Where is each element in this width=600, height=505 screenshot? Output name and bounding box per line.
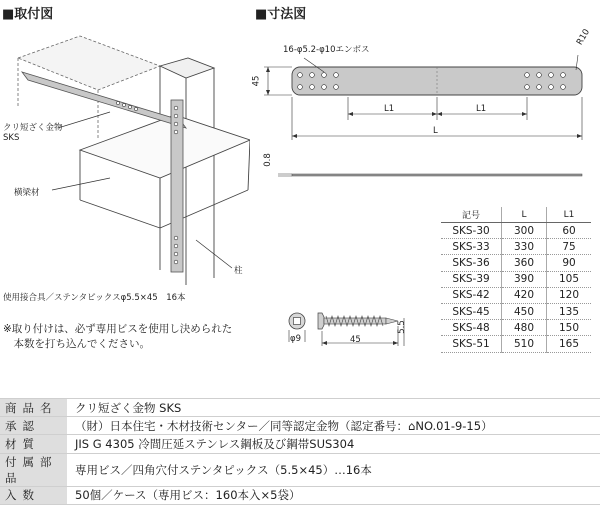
- table-cell: 60: [547, 223, 592, 239]
- table-row: [441, 255, 591, 271]
- spec-row: [0, 486, 600, 504]
- thickness-label: 0.8: [262, 153, 273, 167]
- spec-table: [0, 398, 600, 505]
- table-row: [441, 336, 591, 352]
- table-header-row: [441, 207, 591, 223]
- spec-label: 承認: [0, 417, 67, 435]
- installation-note: [3, 322, 232, 352]
- l1-right-label: L1: [476, 104, 487, 114]
- radius-label: R10: [575, 27, 593, 47]
- fastener-caption: 使用接合具／ステンタピックスφ5.5×45 16本: [3, 293, 186, 303]
- spec-value: （財）日本住宅・木材技術センター／同等認定金物（認定番号：⌂NO.01-9-15）: [67, 417, 600, 435]
- installation-drawing: [0, 18, 250, 300]
- dimension-diagram-title: ■寸法図: [255, 7, 307, 22]
- length-label: L: [433, 126, 438, 136]
- plate-section: [292, 174, 582, 176]
- table-row: [441, 303, 591, 319]
- table-row: [441, 320, 591, 336]
- install-diagram-title: ■取付図: [2, 7, 54, 22]
- spec-value: JIS G 4305 冷間圧延ステンレス鋼板及び鋼帯SUS304: [67, 435, 600, 453]
- table-cell: SKS-30: [441, 223, 502, 239]
- table-cell: 300: [502, 223, 547, 239]
- spec-label: 材質: [0, 435, 67, 453]
- table-row: [441, 271, 591, 287]
- table-cell: 390: [502, 271, 547, 287]
- note-line: ※取り付けは、必ず専用ビスを使用し決められた: [3, 323, 233, 335]
- table-cell: 105: [547, 271, 592, 287]
- spec-value: クリ短ざく金物 SKS: [67, 399, 600, 417]
- table-cell: 165: [547, 336, 592, 352]
- width-label: 45: [251, 75, 262, 87]
- holes-label: 16-φ5.2-φ10エンボス: [283, 45, 370, 55]
- table-row: [441, 239, 591, 255]
- table-cell: 90: [547, 255, 592, 271]
- table-cell: SKS-33: [441, 239, 502, 255]
- table-cell: SKS-48: [441, 320, 502, 336]
- column-header: L1: [547, 207, 592, 223]
- spec-row: [0, 435, 600, 453]
- table-cell: 150: [547, 320, 592, 336]
- table-cell: 480: [502, 320, 547, 336]
- table-cell: 120: [547, 287, 592, 303]
- note-line: 本数を打ち込んでください。: [3, 338, 150, 350]
- table-cell: 450: [502, 303, 547, 319]
- screw-length-label: 45: [350, 335, 361, 345]
- spec-row: [0, 453, 600, 486]
- product-label: クリ短ざく金物: [3, 123, 63, 133]
- table-cell: SKS-45: [441, 303, 502, 319]
- product-code-label: SKS: [3, 133, 20, 143]
- table-row: [441, 287, 591, 303]
- table-cell: SKS-42: [441, 287, 502, 303]
- table-cell: SKS-39: [441, 271, 502, 287]
- table-cell: SKS-36: [441, 255, 502, 271]
- dimension-table: [441, 207, 591, 353]
- table-row: [441, 223, 591, 239]
- spec-label: 付属部品: [0, 453, 67, 486]
- beam-label: 横梁材: [14, 188, 40, 198]
- table-cell: 420: [502, 287, 547, 303]
- column-header: L: [502, 207, 547, 223]
- spec-label: 商品名: [0, 399, 67, 417]
- spec-row: [0, 399, 600, 417]
- l1-left-label: L1: [384, 104, 395, 114]
- table-cell: SKS-51: [441, 336, 502, 352]
- column-label: 柱: [234, 266, 243, 276]
- spec-value: 専用ビス／四角穴付ステンタピックス（5.5×45）…16本: [67, 453, 600, 486]
- table-cell: 135: [547, 303, 592, 319]
- table-cell: 75: [547, 239, 592, 255]
- spec-value: 50個／ケース（専用ビス：160本入×5袋）: [67, 486, 600, 504]
- column-header: 記号: [441, 207, 502, 223]
- table-cell: 360: [502, 255, 547, 271]
- spec-label: 入数: [0, 486, 67, 504]
- screw-shank-label: 5.5: [396, 320, 407, 334]
- table-cell: 510: [502, 336, 547, 352]
- table-cell: 330: [502, 239, 547, 255]
- screw-head-label: φ9: [290, 334, 302, 344]
- spec-row: [0, 417, 600, 435]
